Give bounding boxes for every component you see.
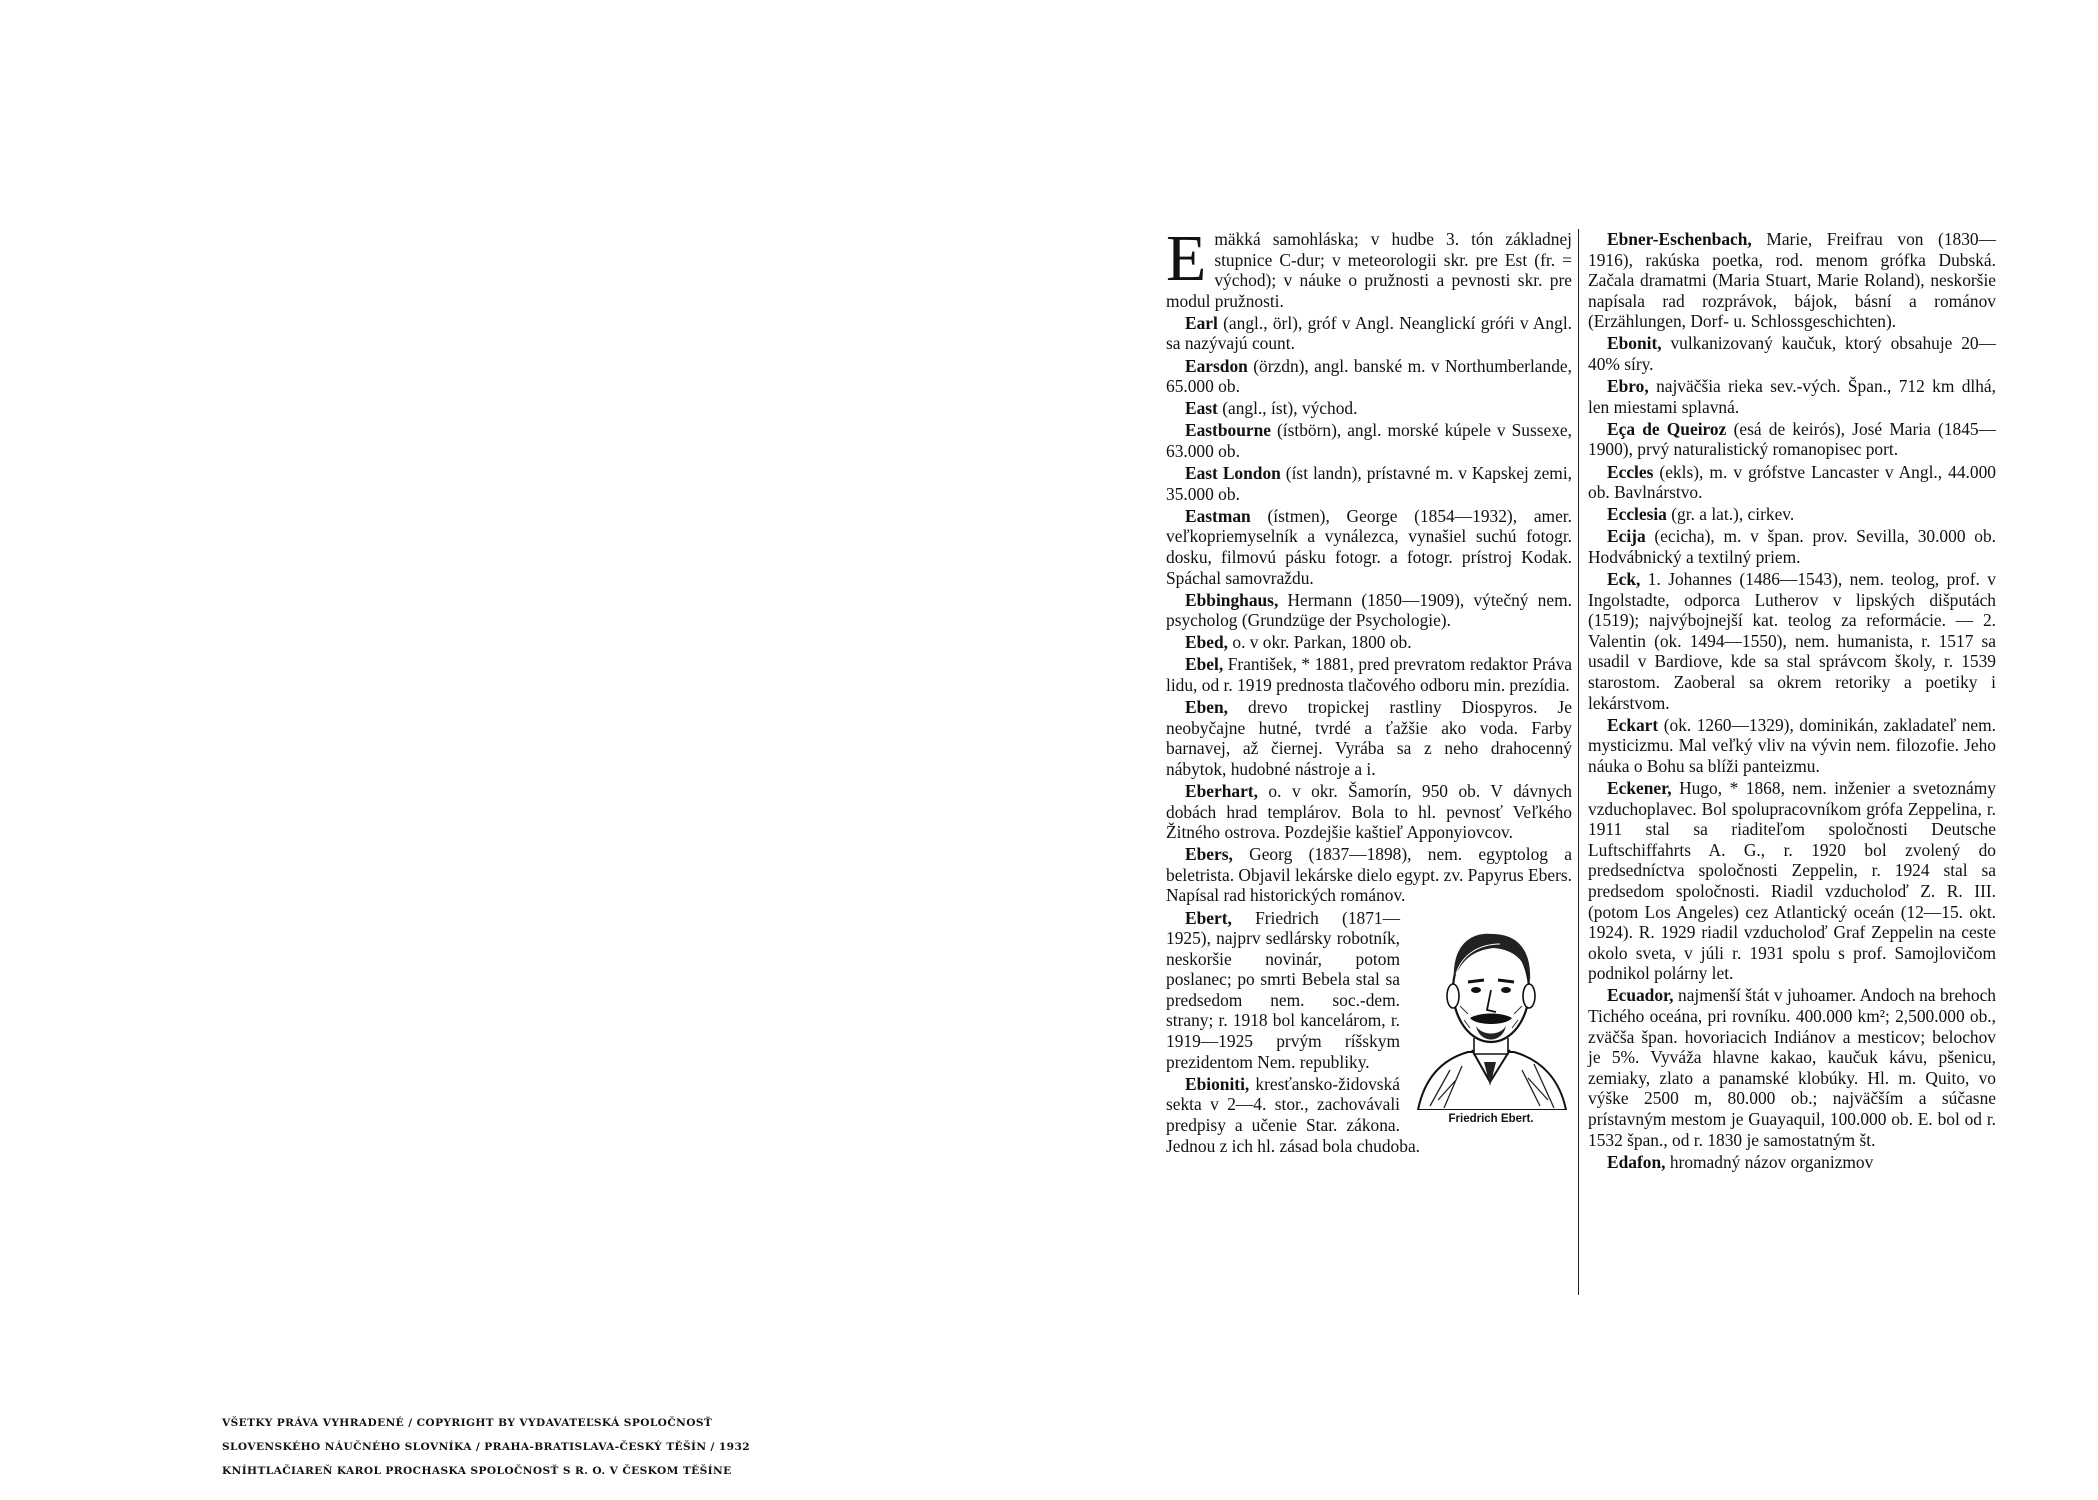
entry-headword: Ebro, <box>1607 376 1649 397</box>
entry-eccles <box>1588 462 1996 503</box>
right-column <box>1588 229 1996 1174</box>
entry-ebed <box>1166 632 1572 653</box>
entry-text: (ok. 1260—1329), dominikán, zakladateľ nem. mysticizmu. Mal veľký vliv na vývin nem. filozofie. Jeho náuka o Bohu sa blíži panteizmu. <box>1588 714 1997 776</box>
column-divider <box>1578 229 1579 1295</box>
entry-ecuador <box>1588 985 1996 1150</box>
entry-ebel <box>1166 654 1572 695</box>
entry-headword: East London <box>1185 463 1281 484</box>
entry-text: Georg (1837—1898), nem. egyptolog a beletrista. Objavil lekárske dielo egypt. zv. Papyrus Ebers. Napísal rad historických románov. <box>1166 844 1572 906</box>
entry-ecija <box>1588 526 1996 567</box>
entry-headword: Ecclesia <box>1607 504 1667 525</box>
entry-text: (örzdn), angl. banské m. v Northumberlande, 65.000 ob. <box>1166 355 1572 397</box>
entry-headword: Ebed, <box>1185 632 1229 653</box>
entry-text: (angl., íst), východ. <box>1222 398 1358 419</box>
entry-headword: Earsdon <box>1185 355 1248 376</box>
entry-headword: Eben, <box>1185 697 1229 718</box>
entry-headword: Ebner-Eschenbach, <box>1607 229 1752 249</box>
entry-text: (ístbörn), angl. morské kúpele v Sussexe, 63.000 ob. <box>1166 420 1572 461</box>
portrait-figure <box>1410 910 1572 1126</box>
entry-headword: Ebonit, <box>1607 333 1662 354</box>
entry-text: najmenší štát v juhoamer. Andoch na brehoch Tichého oceána, pri rovníku. 400.000 km²; 2,500.000 ob., zväčša špan. hovoriacich Indiánov a mesticov; belochov je 5%. Vyváža hlavne kakao, kaučuk kávu, pšenicu, zemiaky, zlato a panamské klobúky. Hl. m. Quito, vo výške 2500 m, 80.000 ob.; najväčším a súčasne prístavným mestom je Guayaquil, 100.000 ob. E. bol od r. 1532 špan., od r. 1830 je samostatným št. <box>1588 985 1996 1150</box>
entry-earsdon <box>1166 356 1572 397</box>
entry-headword: Eastman <box>1185 505 1251 526</box>
entry-eastman <box>1166 506 1572 588</box>
entry-headword: Eckener, <box>1607 777 1672 798</box>
entry-headword: Earl <box>1185 312 1218 333</box>
entry-text: (angl., örl), gróf v Angl. Neanglickí gróŕi v Angl. sa nazývajú count. <box>1166 312 1572 354</box>
intro-entry <box>1166 222 1572 311</box>
entry-ebro <box>1588 376 1996 417</box>
entry-eck <box>1588 569 1996 713</box>
entry-east <box>1166 398 1572 419</box>
entry-ebbinghaus <box>1166 590 1572 631</box>
entry-headword: Ebioniti, <box>1185 1073 1250 1094</box>
entry-text: (íst landn), prístavné m. v Kapskej zemi, 35.000 ob. <box>1166 463 1572 504</box>
left-column <box>1166 222 1572 1158</box>
entry-text: František, * 1881, pred prevratom redaktor Práva lidu, od r. 1919 prednosta tlačového odboru min. prezídia. <box>1166 654 1572 695</box>
entry-headword: Ecija <box>1607 526 1646 547</box>
entry-headword: Eça de Queiroz <box>1607 418 1727 439</box>
entry-headword: Ebbinghaus, <box>1185 589 1279 610</box>
entry-headword: Eccles <box>1607 461 1654 482</box>
copyright-block <box>222 1411 852 1483</box>
entry-headword: Eberhart, <box>1185 780 1258 801</box>
entry-text: najväčšia rieka sev.-vých. Špan., 712 km dlhá, len miestami splavná. <box>1588 376 1996 417</box>
entry-headword: Eck, <box>1607 569 1641 589</box>
entry-text: 1. Johannes (1486—1543), nem. teolog, prof. v Ingolstadte, odporca Lutherov v lipských dišputách (1519); najvýbojnejší kat. teolog za reformácie. — 2. Valentin (ok. 1494—1550), nem. humanista, r. 1517 sa usadil v Bardiove, kde sa stal správcom školy, r. 1539 starostom. Zaoberal sa okrem retoriky a poetiky i lekárstvom. <box>1588 569 1996 713</box>
entry-text: (ekls), m. v grófstve Lancaster v Angl., 44.000 ob. Bavlnárstvo. <box>1588 461 1996 503</box>
entry-text: o. v okr. Parkan, 1800 ob. <box>1232 632 1412 653</box>
entry-headword: Ebel, <box>1185 654 1224 675</box>
entry-text: vulkanizovaný kaučuk, ktorý obsahuje 20—40% síry. <box>1588 333 1996 375</box>
entry-headword: Ebers, <box>1185 844 1233 865</box>
copyright-line: VŠETKY PRÁVA VYHRADENÉ / COPYRIGHT BY VYDAVATEĽSKÁ SPOLOČNOSŤ <box>222 1417 713 1429</box>
entry-ecclesia <box>1588 504 1996 525</box>
entry-eckener <box>1588 778 1996 984</box>
copyright-line: SLOVENSKÉHO NÁUČNÉHO SLOVNÍKA / PRAHA-BRATISLAVA-ČESKÝ TĚŠÍN / 1932 <box>222 1441 750 1453</box>
entry-text: (gr. a lat.), cirkev. <box>1671 504 1795 525</box>
entry-text: (ístmen), George (1854—1932), amer. veľkopriemyselník a vynálezca, vynašiel suchú fotogr. dosku, filmovú pásku fotogr. a fotogr. prístroj Kodak. Spáchal samovraždu. <box>1166 505 1572 588</box>
entry-ebonit <box>1588 333 1996 374</box>
portrait-illustration <box>1410 910 1572 1110</box>
copyright-line: KNÍHTLAČIAREŇ KAROL PROCHASKA SPOLOČNOSŤ S R. O. V ČESKOM TĚŠÍNE <box>222 1465 732 1477</box>
entry-edafon <box>1588 1152 1996 1173</box>
entry-text: Friedrich (1871—1925), najprv sedlársky robotník, neskoršie novinár, potom poslanec; po smrti Bebela stal sa predsedom nem. soc.-dem. strany; r. 1918 bol kancelárom, r. 1919—1925 prvým ríšskym prezidentom Nem. republiky. <box>1166 907 1400 1072</box>
entry-headword: Eastbourne <box>1185 420 1272 441</box>
entry-text: Hugo, * 1868, nem. inženier a svetoznámy vzduchoplavec. Bol spolupracovníkom grófa Zeppelina, r. 1911 stal sa riaditeľom spoločnosti Deutsche Luftschiffahrts A. G., r. 1920 bol zvolený do predsedníctva spoločnosti Zeppelin, r. 1924 stal sa predsedom spoločnosti. Riadil vzducholoď Z. R. III. (potom Los Angeles) cez Atlantický oceán (12—15. okt. 1924). R. 1929 riadil vzducholoď Graf Zeppelin na ceste okolo sveta, v júli r. 1931 spolu s prof. Samojlovičom podnikol polárny let. <box>1588 777 1996 984</box>
entry-headword: Eckart <box>1607 714 1659 735</box>
figure-caption: Friedrich Ebert. <box>1448 1112 1534 1125</box>
entry-text: kresťansko-židovská sekta v 2—4. stor., zachovávali predpisy a učenie Star. zákona. Jednou z ich hl. zásad bola chudoba. <box>1166 1073 1421 1156</box>
entry-ebers <box>1166 844 1572 906</box>
entry-text: o. v okr. Šamorín, 950 ob. V dávnych dobách hrad templárov. Bola to hl. pevnosť Veľkého Žitného ostrova. Pozdejšie kaštieľ Apponyiovcov. <box>1166 780 1572 843</box>
entry-text: (ecicha), m. v špan. prov. Sevilla, 30.000 ob. Hodvábnický a textilný priem. <box>1588 526 1996 567</box>
entry-headword: Ecuador, <box>1607 985 1674 1006</box>
entry-headword: Ebert, <box>1185 907 1232 928</box>
entry-text: Hermann (1850—1909), výtečný nem. psycholog (Grundzüge der Psychologie). <box>1166 589 1572 631</box>
entry-eca-de-queiroz <box>1588 419 1996 460</box>
entry-eckart <box>1588 715 1996 777</box>
entry-headword: East <box>1185 398 1218 419</box>
entry-east-london <box>1166 463 1572 504</box>
entry-text: Marie, Freifrau von (1830—1916), rakúska poetka, rod. menom grófka Dubská. Začala dramatmi (Maria Stuart, Marie Roland), neskoršie napísala rad rozprávok, bájok, básní a románov (Erzählungen, Dorf- u. Schlossgeschichten). <box>1588 229 1996 332</box>
entry-earl <box>1166 313 1572 354</box>
intro-text: mäkká samohláska; v hudbe 3. tón základnej stupnice C-dur; v meteorologii skr. pre Est (fr. = východ); v náuke o pružnosti a pevnosti skr. pre modul pružnosti. <box>1166 229 1572 311</box>
entry-headword: Edafon, <box>1607 1151 1666 1172</box>
entry-ebner-eschenbach <box>1588 229 1996 332</box>
entry-text: drevo tropickej rastliny Diospyros. Je neobyčajne hutné, tvrdé a ťažšie ako voda. Farby barnavej, až čiernej. Vyrába sa z neho drahocenný nábytok, hudobné nástroje a i. <box>1166 697 1572 779</box>
entry-text: hromadný názov organizmov <box>1669 1151 1874 1172</box>
entry-eben <box>1166 697 1572 779</box>
entry-eberhart <box>1166 781 1572 843</box>
entry-text: (esá de keirós), José Maria (1845—1900), prvý naturalistický romanopisec port. <box>1588 418 1996 460</box>
dropcap-letter: E <box>1166 222 1207 295</box>
entry-eastbourne <box>1166 420 1572 461</box>
